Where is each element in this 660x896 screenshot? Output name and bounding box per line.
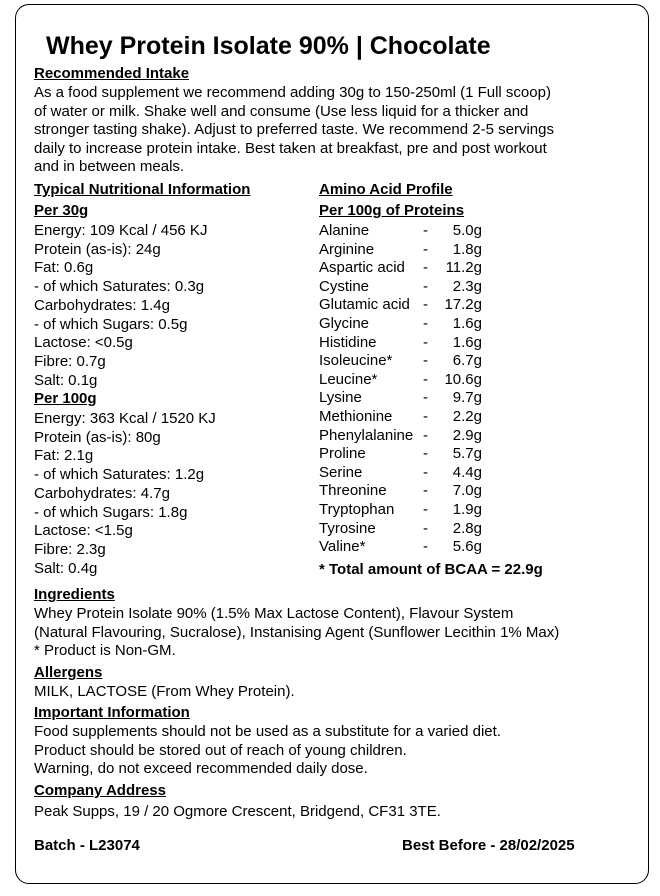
amino-dash: - <box>423 296 428 314</box>
amino-dash: - <box>423 500 428 518</box>
amino-value: 9.7g <box>452 389 482 407</box>
important-line: Food supplements should not be used as a substitute for a varied diet. <box>34 723 501 740</box>
amino-dash: - <box>423 370 428 388</box>
amino-value: 4.4g <box>452 463 482 481</box>
nutrition-row: Carbohydrates: 4.7g <box>34 484 170 502</box>
amino-dash: - <box>423 445 428 463</box>
amino-value: 6.7g <box>452 352 482 370</box>
amino-value: 5.6g <box>452 538 482 556</box>
amino-value: 2.9g <box>452 426 482 444</box>
amino-dash: - <box>423 482 428 500</box>
intake-line: stronger tasting shake). Adjust to preferred taste. We recommend 2-5 servings <box>34 121 554 138</box>
nutrition-row: Fat: 0.6g <box>34 259 94 277</box>
amino-name: Lysine <box>319 389 362 407</box>
allergens-text: MILK, LACTOSE (From Whey Protein). <box>34 683 295 700</box>
nutrition-row: Salt: 0.1g <box>34 371 98 389</box>
amino-name: Isoleucine* <box>319 352 393 370</box>
ingredients-heading: Ingredients <box>34 586 115 603</box>
amino-value: 5.0g <box>452 222 482 239</box>
nutrition-heading: Typical Nutritional Information <box>34 181 251 198</box>
nutrition-row: Protein (as-is): 80g <box>34 428 161 446</box>
important-heading: Important Information <box>34 704 190 721</box>
nutrition-row: - of which Sugars: 0.5g <box>34 315 188 333</box>
amino-dash: - <box>423 407 428 425</box>
company-address: Peak Supps, 19 / 20 Ogmore Crescent, Bridgend, CF31 3TE. <box>34 803 441 820</box>
nutrition-row: - of which Sugars: 1.8g <box>34 503 188 521</box>
recommended-intake-heading: Recommended Intake <box>34 65 190 82</box>
amino-value: 1.6g <box>452 314 482 332</box>
nutrition-row: Energy: 109 Kcal / 456 KJ <box>34 222 208 239</box>
amino-dash: - <box>423 222 428 239</box>
amino-dash: - <box>423 333 428 351</box>
ingredients-line: * Product is Non-GM. <box>34 642 176 659</box>
amino-name: Tryptophan <box>319 500 395 518</box>
amino-name: Glycine <box>319 314 370 332</box>
amino-name: Histidine <box>319 333 377 351</box>
batch-number: Batch - L23074 <box>34 837 140 854</box>
amino-value: 17.2g <box>444 296 482 314</box>
amino-name: Leucine* <box>319 370 378 388</box>
nutrition-row: Protein (as-is): 24g <box>34 240 161 258</box>
amino-dash: - <box>423 277 428 295</box>
nutrition-row: Carbohydrates: 1.4g <box>34 296 170 314</box>
amino-name: Methionine <box>319 407 393 425</box>
amino-dash: - <box>423 259 428 277</box>
important-line: Product should be stored out of reach of young children. <box>34 741 407 759</box>
per-100g-list <box>34 410 216 578</box>
amino-name: Arginine <box>319 240 375 258</box>
amino-dash: - <box>423 519 428 537</box>
amino-value: 5.7g <box>452 445 482 463</box>
amino-dash: - <box>423 538 428 556</box>
amino-dash: - <box>423 463 428 481</box>
amino-value: 1.6g <box>452 333 482 351</box>
intake-line: As a food supplement we recommend adding 30g to 150-250ml (1 Full scoop) <box>34 84 551 101</box>
amino-name: Threonine <box>319 482 387 500</box>
amino-name: Tyrosine <box>319 519 376 537</box>
amino-subheading: Per 100g of Proteins <box>319 202 465 219</box>
intake-line: daily to increase protein intake. Best taken at breakfast, pre and post workout <box>34 139 547 157</box>
amino-dash: - <box>423 389 428 407</box>
bcaa-total: * Total amount of BCAA = 22.9g <box>319 561 543 578</box>
company-heading: Company Address <box>34 782 166 799</box>
ingredients-text <box>34 605 559 661</box>
amino-value: 2.3g <box>452 277 482 295</box>
amino-value: 11.2g <box>445 259 482 277</box>
amino-name: Cystine <box>319 277 370 295</box>
amino-value: 10.6g <box>444 370 482 388</box>
best-before-date: Best Before - 28/02/2025 <box>402 837 575 854</box>
recommended-intake-text <box>34 84 554 177</box>
amino-value: 2.2g <box>452 407 482 425</box>
nutrition-row: Lactose: <0.5g <box>34 334 133 352</box>
amino-name: Valine* <box>319 538 366 556</box>
nutrition-row: Energy: 363 Kcal / 1520 KJ <box>34 410 216 427</box>
intake-line: and in between meals. <box>34 158 185 175</box>
ingredients-line: (Natural Flavouring, Sucralose), Instanising Agent (Sunflower Lecithin 1% Max) <box>34 623 560 641</box>
per-100g-heading: Per 100g <box>34 390 97 407</box>
nutrition-row: Fat: 2.1g <box>34 447 94 465</box>
amino-value: 1.8g <box>452 240 482 258</box>
per-30g-heading: Per 30g <box>34 202 89 219</box>
per-30g-list <box>34 222 207 390</box>
amino-dash: - <box>423 314 428 332</box>
nutrition-row: Fibre: 2.3g <box>34 540 106 558</box>
amino-dash: - <box>423 352 428 370</box>
nutrition-row: - of which Saturates: 1.2g <box>34 466 205 484</box>
amino-dash: - <box>423 426 428 444</box>
ingredients-line: Whey Protein Isolate 90% (1.5% Max Lactose Content), Flavour System <box>34 605 514 622</box>
amino-value: 7.0g <box>452 482 482 500</box>
product-title: Whey Protein Isolate 90% | Chocolate <box>46 32 491 60</box>
allergens-heading: Allergens <box>34 664 103 681</box>
amino-heading: Amino Acid Profile <box>319 181 453 198</box>
intake-line: of water or milk. Shake well and consume (Use less liquid for a thicker and <box>34 102 529 120</box>
nutrition-row: Fibre: 0.7g <box>34 352 106 370</box>
important-text <box>34 723 501 779</box>
nutrition-row: Lactose: <1.5g <box>34 522 133 540</box>
nutrition-row: Salt: 0.4g <box>34 559 98 577</box>
amino-name: Aspartic acid <box>319 259 405 277</box>
amino-name: Serine <box>319 463 363 481</box>
amino-name: Phenylalanine <box>319 426 414 444</box>
amino-dash: - <box>423 240 428 258</box>
amino-name: Glutamic acid <box>319 296 410 314</box>
amino-value: 2.8g <box>452 519 482 537</box>
amino-value: 1.9g <box>452 500 482 518</box>
amino-name: Alanine <box>319 222 370 239</box>
important-line: Warning, do not exceed recommended daily dose. <box>34 760 368 777</box>
amino-name: Proline <box>319 445 366 463</box>
nutrition-row: - of which Saturates: 0.3g <box>34 278 205 296</box>
